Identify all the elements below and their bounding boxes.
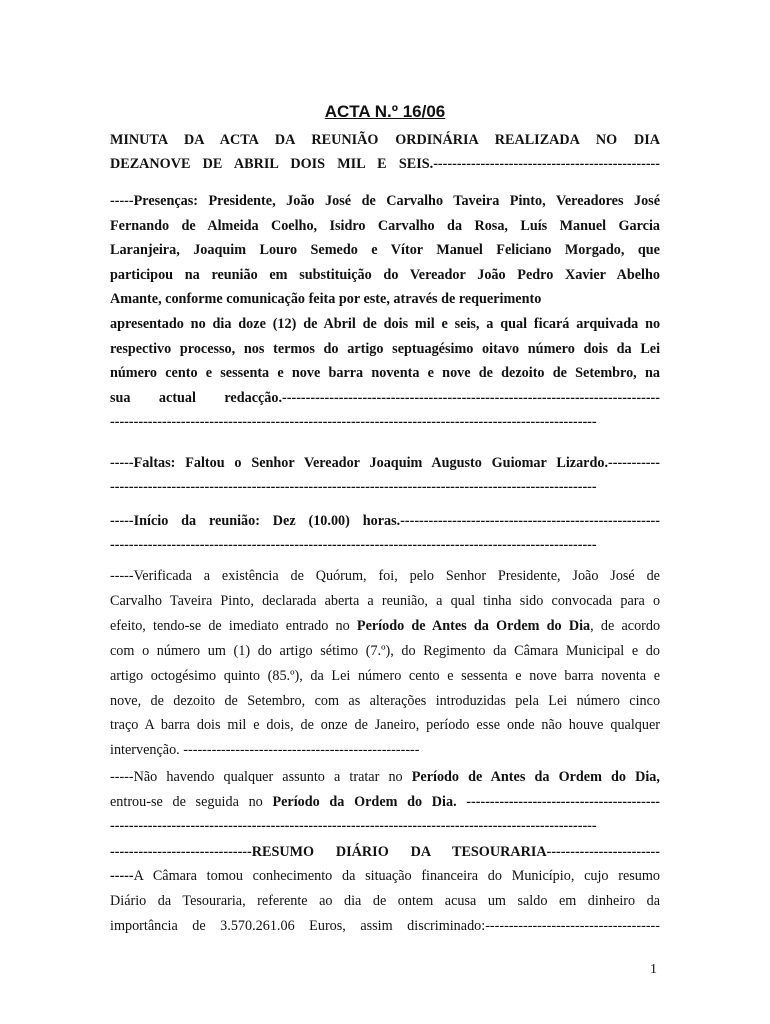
text-line: MINUTA DA ACTA DA REUNIÃO ORDINÁRIA REALIZADA NO DIA	[110, 132, 660, 148]
text-segment: entrou-se de seguida no	[110, 793, 273, 810]
text-line: Diário da Tesouraria, referente ao dia de ontem acusa um saldo em dinheiro da	[110, 893, 660, 909]
agenda-paragraph	[110, 765, 660, 839]
bold-term: Período de Antes da Ordem do Dia,	[411, 769, 660, 785]
text-line: Carvalho Taveira Pinto, declarada aberta a reunião, a qual tinha sido convocada para o	[110, 592, 660, 609]
text-line	[110, 790, 660, 815]
text-line: ------------------------------RESUMO DIÁRIO DA TESOURARIA------------------------	[110, 844, 660, 860]
page-number: 1	[650, 962, 657, 977]
text-line: apresentado no dia doze (12) de Abril de dois mil e seis, a qual ficará arquivada no	[110, 315, 660, 332]
quorum-paragraph	[110, 564, 660, 763]
text-line: participou na reunião em substituição do Vereador João Pedro Xavier Abelho	[110, 266, 660, 283]
text-line: intervenção. --------------------------------------------------	[110, 742, 420, 759]
text-line: -----Faltas: Faltou o Senhor Vereador Joaquim Augusto Guiomar Lizardo.-----------	[110, 455, 660, 471]
section-heading-treasury	[110, 840, 660, 864]
text-segment: -----------------------------------------	[456, 793, 660, 810]
text-line: -------------------------------------------------------------------------------------------------------	[110, 479, 597, 495]
bold-term: Período da Ordem do Dia.	[272, 793, 457, 810]
minute-heading	[110, 128, 660, 176]
text-line: -------------------------------------------------------------------------------------------------------	[110, 537, 597, 553]
text-line: -----Verificada a existência de Quórum, foi, pelo Senhor Presidente, João José de	[110, 568, 660, 584]
text-segment: , de acordo	[590, 617, 660, 634]
text-line: número cento e sessenta e nove barra noventa e nove de dezoito de Setembro, na	[110, 365, 660, 382]
text-line: com o número um (1) do artigo sétimo (7.º), do Regimento da Câmara Municipal e do	[110, 642, 660, 659]
text-line: artigo octogésimo quinto (85.º), da Lei número cento e sessenta e nove barra noventa e	[110, 667, 660, 684]
text-line: nove, de dezoito de Setembro, com as alterações introduzidas pela Lei número cinco	[110, 692, 660, 709]
text-line: traço A barra dois mil e dois, de onze de Janeiro, período esse onde não houve qualquer	[110, 717, 660, 734]
text-line: -------------------------------------------------------------------------------------------------------	[110, 414, 597, 431]
text-line: Fernando de Almeida Coelho, Isidro Carvalho da Rosa, Luís Manuel Garcia	[110, 217, 660, 234]
text-segment: -----	[110, 868, 134, 884]
attendance-paragraph	[110, 189, 660, 435]
text-segment: A Câmara tomou conhecimento da situação financeira do Município, cujo resumo	[133, 868, 660, 884]
treasury-paragraph	[110, 864, 660, 939]
text-line	[110, 765, 660, 790]
text-line	[110, 614, 660, 639]
text-line: -------------------------------------------------------------------------------------------------------	[110, 818, 597, 835]
bold-term: Período de Antes da Ordem do Dia	[356, 617, 591, 634]
text-line: DEZANOVE DE ABRIL DOIS MIL E SEIS.------------------------------------------------	[110, 156, 660, 172]
text-line: Amante, conforme comunicação feita por este, através de requerimento	[110, 291, 542, 308]
text-line	[110, 864, 660, 889]
absences-paragraph	[110, 451, 660, 499]
page-title: ACTA N.º 16/06	[324, 102, 446, 121]
text-segment: -----Não havendo qualquer assunto a tratar no	[110, 769, 412, 785]
text-line: -----Início da reunião: Dez (10.00) horas.-------------------------------------------------------	[110, 513, 660, 529]
text-line: respectivo processo, nos termos do artigo septuagésimo oitavo número dois da Lei	[110, 340, 660, 357]
text-line: Laranjeira, Joaquim Louro Semedo e Vítor Manuel Feliciano Morgado, que	[110, 242, 660, 259]
meeting-start-paragraph	[110, 509, 660, 557]
text-line: -----Presenças: Presidente, João José de Carvalho Taveira Pinto, Vereadores José	[110, 193, 660, 209]
text-line: importância de 3.570.261.06 Euros, assim discriminado:-------------------------------------	[110, 918, 660, 934]
text-line: sua actual redacção.--------------------------------------------------------------------------------	[110, 389, 660, 406]
text-segment: efeito, tendo-se de imediato entrado no	[110, 617, 357, 634]
